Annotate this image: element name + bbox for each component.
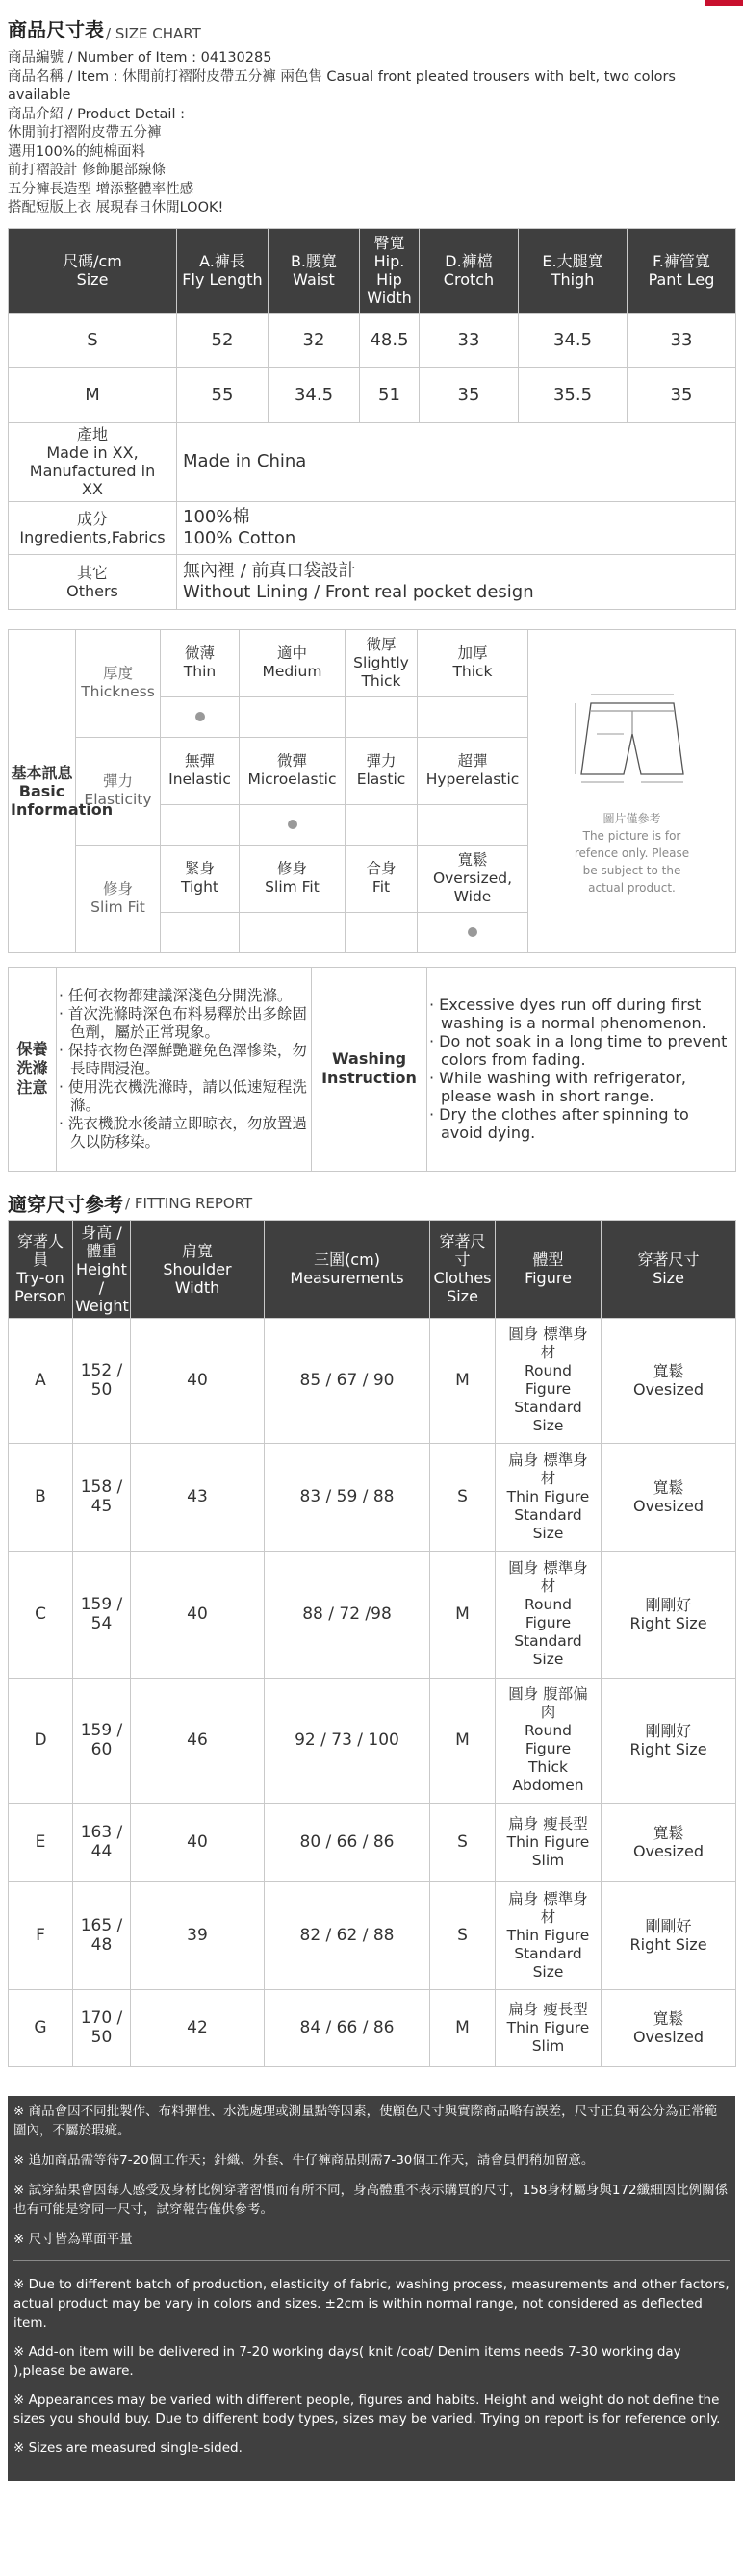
basic-indicator-cell bbox=[346, 696, 418, 737]
basic-option: 寬鬆 Oversized, Wide bbox=[418, 845, 528, 912]
product-info-line: 休閒前打褶附皮帶五分褲 bbox=[8, 125, 162, 140]
fitting-row bbox=[9, 1551, 736, 1678]
size-cell: 35.5 bbox=[519, 367, 628, 422]
fitting-figure-cell: 圓身 標準身 材 Round Figure Standard Size bbox=[496, 1551, 602, 1678]
basic-option: 超彈 Hyperelastic bbox=[418, 737, 528, 804]
fitting-person-cell: D bbox=[9, 1678, 73, 1803]
fitting-size-cell: M bbox=[430, 1678, 496, 1803]
size-row bbox=[9, 367, 736, 422]
washing-zh-item: · 任何衣物都建議深淺色分開洗滌。 bbox=[59, 987, 309, 1005]
material-value: 100%棉 100% Cotton bbox=[177, 501, 736, 554]
fitting-heading bbox=[8, 1189, 735, 1218]
material-row bbox=[9, 501, 736, 554]
fitting-fit-cell: 剛剛好 Right Size bbox=[602, 1881, 736, 1989]
note-en: ※ Sizes are measured single-sided. bbox=[13, 2439, 243, 2456]
selected-dot-icon bbox=[468, 927, 477, 937]
size-cell: M bbox=[9, 367, 177, 422]
fitting-meas-cell: 83 / 59 / 88 bbox=[265, 1443, 430, 1551]
washing-table bbox=[8, 967, 736, 1172]
fitting-meas-cell: 84 / 66 / 86 bbox=[265, 1989, 430, 2066]
size-cell: 52 bbox=[177, 313, 269, 367]
size-header-cell: B.腰寬 Waist bbox=[269, 228, 360, 313]
washing-zh-item: · 洗衣機脫水後請立即晾衣，勿放置過久以防移染。 bbox=[59, 1115, 309, 1151]
other-value: 無內裡 / 前真口袋設計 Without Lining / Front real pocket design bbox=[177, 554, 736, 609]
fitting-meas-cell: 82 / 62 / 88 bbox=[265, 1881, 430, 1989]
size-chart-title-zh: 商品尺寸表 bbox=[8, 18, 104, 41]
product-info-line: 前打褶設計 修飾腿部線條 bbox=[8, 163, 167, 178]
size-cell: 32 bbox=[269, 313, 360, 367]
fitting-shoulder-cell: 40 bbox=[131, 1551, 265, 1678]
washing-label-zh: 保養 洗滌 注意 bbox=[9, 967, 57, 1171]
basic-option: 微彈 Microelastic bbox=[240, 737, 346, 804]
product-info-line: 商品名稱 / Item : 休閒前打褶附皮帶五分褲 兩色售 Casual front pleated trousers with belt, two colors available bbox=[8, 68, 676, 103]
basic-info-table bbox=[8, 629, 736, 953]
basic-indicator-cell bbox=[418, 804, 528, 845]
fitting-meas-cell: 85 / 67 / 90 bbox=[265, 1318, 430, 1443]
fitting-row bbox=[9, 1678, 736, 1803]
product-info-line: 商品介紹 / Product Detail : bbox=[8, 106, 185, 122]
fitting-hw-cell: 152 / 50 bbox=[73, 1318, 131, 1443]
basic-option: 彈力 Elastic bbox=[346, 737, 418, 804]
washing-en-list bbox=[427, 967, 736, 1171]
note-en: ※ Appearances may be varied with different people, figures and habits. Height and weight do not define the sizes you should buy. Due to different body types, sizes may be varied. Trying on report is for reference only. bbox=[13, 2391, 721, 2427]
basic-indicator-cell bbox=[346, 804, 418, 845]
picture-cell bbox=[528, 629, 736, 952]
notes-panel bbox=[8, 2096, 735, 2481]
product-info-line: 商品編號 / Number of Item : 04130285 bbox=[8, 50, 272, 65]
basic-indicator-cell bbox=[240, 804, 346, 845]
other-row bbox=[9, 554, 736, 609]
size-chart-heading bbox=[8, 0, 735, 46]
size-cell: 48.5 bbox=[360, 313, 420, 367]
fitting-header-cell: 身高 / 體重 Height / Weight bbox=[73, 1220, 131, 1318]
size-header-cell: 臀寬 Hip. Hip Width bbox=[360, 228, 420, 313]
fitting-size-cell: S bbox=[430, 1881, 496, 1989]
fitting-row bbox=[9, 1318, 736, 1443]
fitting-figure-cell: 扁身 瘦長型 Thin Figure Slim bbox=[496, 1989, 602, 2066]
product-info-line: 搭配短版上衣 展現春日休閒LOOK! bbox=[8, 200, 224, 215]
fitting-row bbox=[9, 1443, 736, 1551]
fitting-shoulder-cell: 40 bbox=[131, 1803, 265, 1881]
basic-option: 微薄 Thin bbox=[161, 629, 240, 696]
basic-indicator-cell bbox=[240, 912, 346, 952]
fitting-row bbox=[9, 1989, 736, 2066]
size-cell: 55 bbox=[177, 367, 269, 422]
fitting-person-cell: G bbox=[9, 1989, 73, 2066]
fitting-size-cell: S bbox=[430, 1803, 496, 1881]
note-zh: ※ 尺寸皆為單面平量 bbox=[13, 2231, 133, 2247]
fitting-hw-cell: 158 / 45 bbox=[73, 1443, 131, 1551]
fitting-person-cell: F bbox=[9, 1881, 73, 1989]
size-header-cell: 尺碼/cm Size bbox=[9, 228, 177, 313]
size-cell: 34.5 bbox=[269, 367, 360, 422]
fitting-hw-cell: 165 / 48 bbox=[73, 1881, 131, 1989]
basic-indicator-cell bbox=[161, 696, 240, 737]
fitting-table bbox=[8, 1220, 736, 2067]
fitting-fit-cell: 寬鬆 Ovesized bbox=[602, 1443, 736, 1551]
selected-dot-icon bbox=[288, 820, 297, 829]
fitting-row bbox=[9, 1803, 736, 1881]
size-cell: 33 bbox=[628, 313, 736, 367]
fitting-shoulder-cell: 43 bbox=[131, 1443, 265, 1551]
washing-en-item: · Excessive dyes run off during first washing is a normal phenomenon. bbox=[429, 996, 733, 1032]
size-cell: 34.5 bbox=[519, 313, 628, 367]
picture-note: 圖片僅參考 The picture is for refence only. Please be subject to the actual product. bbox=[574, 811, 690, 895]
fitting-figure-cell: 圓身 腹部偏 肉 Round Figure Thick Abdomen bbox=[496, 1678, 602, 1803]
fitting-header-cell: 穿著尺寸 Size bbox=[602, 1220, 736, 1318]
fitting-shoulder-cell: 39 bbox=[131, 1881, 265, 1989]
washing-en-item: · While washing with refrigerator, please wash in short range. bbox=[429, 1069, 733, 1105]
basic-option: 微厚 Slightly Thick bbox=[346, 629, 418, 696]
other-label: 其它 Others bbox=[9, 554, 177, 609]
origin-row bbox=[9, 422, 736, 501]
size-chart-table bbox=[8, 228, 736, 610]
note-zh: ※ 商品會因不同批製作、布料彈性、水洗處理或測量點等因素，使顧色尺寸與實際商品略有誤差，尺寸正負兩公分為正常範圍內，不屬於瑕疵。 bbox=[13, 2103, 718, 2138]
note-en: ※ Due to different batch of production, elasticity of fabric, washing process, measurements and other factors, actual product may be vary in colors and sizes. ±2cm is within normal range, not considered as deflected item. bbox=[13, 2276, 730, 2331]
fitting-title-zh: 適穿尺寸參考 bbox=[8, 1193, 123, 1216]
size-chart-title-en: / SIZE CHART bbox=[106, 25, 201, 42]
fitting-fit-cell: 寬鬆 Ovesized bbox=[602, 1318, 736, 1443]
fitting-figure-cell: 扁身 標準身 材 Thin Figure Standard Size bbox=[496, 1881, 602, 1989]
product-info bbox=[8, 49, 735, 218]
basic-option-row bbox=[9, 629, 736, 696]
washing-en-item: · Do not soak in a long time to prevent colors from fading. bbox=[429, 1032, 733, 1069]
washing-zh-list bbox=[57, 967, 312, 1171]
fitting-size-cell: S bbox=[430, 1443, 496, 1551]
page bbox=[8, 0, 735, 2481]
fitting-fit-cell: 剛剛好 Right Size bbox=[602, 1551, 736, 1678]
notes-zh bbox=[13, 2102, 730, 2249]
basic-info-label: 基本訊息 Basic Information bbox=[9, 629, 76, 952]
fitting-size-cell: M bbox=[430, 1318, 496, 1443]
product-info-line: 選用100%的純棉面料 bbox=[8, 143, 145, 160]
note-zh: ※ 試穿結果會因每人感受及身材比例穿著習慣而有所不同，身高體重不表示購買的尺寸，158身材屬身與172纖細因比例關係也有可能是穿同一尺寸，試穿報告僅供參考。 bbox=[13, 2182, 729, 2217]
origin-label: 產地 Made in XX, Manufactured in XX bbox=[9, 422, 177, 501]
basic-indicator-cell bbox=[240, 696, 346, 737]
size-header-cell: A.褲長 Fly Length bbox=[177, 228, 269, 313]
basic-indicator-cell bbox=[161, 804, 240, 845]
basic-option: 適中 Medium bbox=[240, 629, 346, 696]
fitting-hw-cell: 159 / 60 bbox=[73, 1678, 131, 1803]
basic-indicator-cell bbox=[418, 912, 528, 952]
fitting-figure-cell: 圓身 標準身 材 Round Figure Standard Size bbox=[496, 1318, 602, 1443]
fitting-fit-cell: 剛剛好 Right Size bbox=[602, 1678, 736, 1803]
fitting-header-cell: 三圍(cm) Measurements bbox=[265, 1220, 430, 1318]
fitting-title-en: / FITTING REPORT bbox=[125, 1194, 253, 1212]
basic-indicator-cell bbox=[161, 912, 240, 952]
origin-value: Made in China bbox=[177, 422, 736, 501]
fitting-meas-cell: 80 / 66 / 86 bbox=[265, 1803, 430, 1881]
basic-option: 無彈 Inelastic bbox=[161, 737, 240, 804]
size-cell: 51 bbox=[360, 367, 420, 422]
washing-label-en: Washing Instruction bbox=[312, 967, 427, 1171]
fitting-fit-cell: 寬鬆 Ovesized bbox=[602, 1803, 736, 1881]
fitting-person-cell: E bbox=[9, 1803, 73, 1881]
product-info-line: 五分褲長造型 增添整體率性感 bbox=[8, 181, 194, 197]
basic-option: 合身 Fit bbox=[346, 845, 418, 912]
basic-option: 緊身 Tight bbox=[161, 845, 240, 912]
selected-dot-icon bbox=[195, 712, 205, 721]
fitting-row bbox=[9, 1881, 736, 1989]
size-header-cell: E.大腿寬 Thigh bbox=[519, 228, 628, 313]
fitting-hw-cell: 170 / 50 bbox=[73, 1989, 131, 2066]
fitting-header-cell: 穿著人 員 Try-on Person bbox=[9, 1220, 73, 1318]
fitting-person-cell: B bbox=[9, 1443, 73, 1551]
fitting-hw-cell: 159 / 54 bbox=[73, 1551, 131, 1678]
fitting-size-cell: M bbox=[430, 1551, 496, 1678]
basic-category: 厚度 Thickness bbox=[76, 629, 161, 737]
basic-option: 修身 Slim Fit bbox=[240, 845, 346, 912]
note-en: ※ Add-on item will be delivered in 7-20 working days( knit /coat/ Denim items needs 7-30 working day ),please be aware. bbox=[13, 2343, 681, 2379]
fitting-meas-cell: 92 / 73 / 100 bbox=[265, 1678, 430, 1803]
basic-category: 彈力 Elasticity bbox=[76, 737, 161, 845]
fitting-shoulder-cell: 40 bbox=[131, 1318, 265, 1443]
basic-indicator-cell bbox=[346, 912, 418, 952]
fitting-header-cell: 體型 Figure bbox=[496, 1220, 602, 1318]
fitting-header-cell: 肩寬 Shoulder Width bbox=[131, 1220, 265, 1318]
size-cell: 33 bbox=[420, 313, 519, 367]
fitting-size-cell: M bbox=[430, 1989, 496, 2066]
size-cell: S bbox=[9, 313, 177, 367]
size-cell: 35 bbox=[420, 367, 519, 422]
note-zh: ※ 追加商品需等待7-20個工作天；針織、外套、牛仔褲商品則需7-30個工作天，請會員們稍加留意。 bbox=[13, 2152, 595, 2168]
fitting-hw-cell: 163 / 44 bbox=[73, 1803, 131, 1881]
fitting-shoulder-cell: 42 bbox=[131, 1989, 265, 2066]
notes-divider bbox=[13, 2260, 730, 2261]
fitting-shoulder-cell: 46 bbox=[131, 1678, 265, 1803]
size-header-cell: D.褲檔 Crotch bbox=[420, 228, 519, 313]
washing-zh-item: · 保持衣物色澤鮮艷避免色澤慘染，勿長時間浸泡。 bbox=[59, 1042, 309, 1078]
washing-en-item: · Dry the clothes after spinning to avoid dying. bbox=[429, 1105, 733, 1142]
fitting-header-cell: 穿著尺 寸 Clothes Size bbox=[430, 1220, 496, 1318]
washing-zh-item: · 使用洗衣機洗滌時，請以低速短程洗滌。 bbox=[59, 1078, 309, 1115]
basic-option: 加厚 Thick bbox=[418, 629, 528, 696]
fitting-figure-cell: 扁身 瘦長型 Thin Figure Slim bbox=[496, 1803, 602, 1881]
fitting-fit-cell: 寬鬆 Ovesized bbox=[602, 1989, 736, 2066]
fitting-person-cell: A bbox=[9, 1318, 73, 1443]
notes-en bbox=[13, 2275, 730, 2458]
washing-zh-item: · 首次洗滌時深色布料易釋於出多餘固色劑，屬於正常現象。 bbox=[59, 1005, 309, 1042]
size-row bbox=[9, 313, 736, 367]
fitting-figure-cell: 扁身 標準身 材 Thin Figure Standard Size bbox=[496, 1443, 602, 1551]
basic-indicator-cell bbox=[418, 696, 528, 737]
shorts-diagram bbox=[570, 686, 695, 792]
fitting-person-cell: C bbox=[9, 1551, 73, 1678]
basic-category: 修身 Slim Fit bbox=[76, 845, 161, 952]
fitting-meas-cell: 88 / 72 /98 bbox=[265, 1551, 430, 1678]
material-label: 成分 Ingredients,Fabrics bbox=[9, 501, 177, 554]
size-header-cell: F.褲管寬 Pant Leg bbox=[628, 228, 736, 313]
size-cell: 35 bbox=[628, 367, 736, 422]
